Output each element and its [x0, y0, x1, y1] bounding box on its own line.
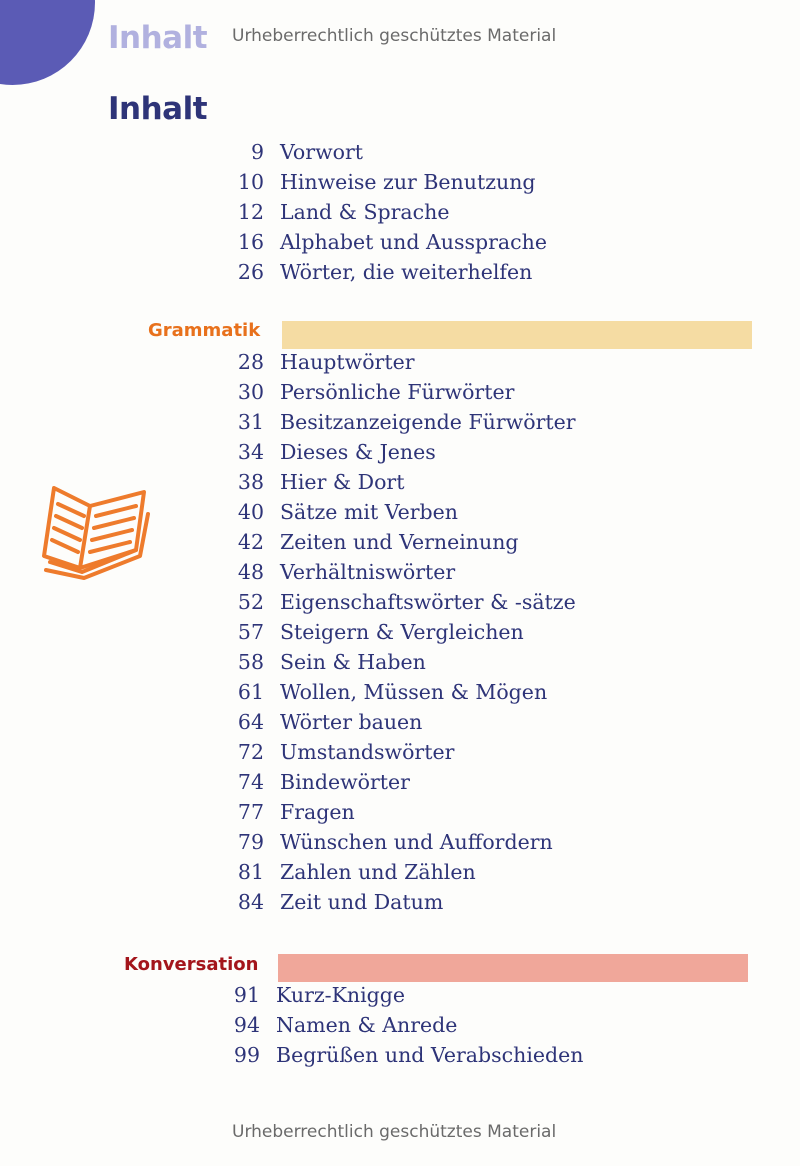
toc-page-number: 84 [237, 890, 264, 914]
toc-page-number: 74 [237, 770, 264, 794]
toc-entry-title: Wünschen und Auffordern [280, 830, 553, 854]
toc-entry-title: Wörter bauen [280, 710, 423, 734]
toc-entry[interactable] [212, 257, 547, 287]
toc-entry-title: Fragen [280, 800, 355, 824]
section-bar-grammatik [282, 321, 752, 349]
toc-entry-title: Steigern & Vergleichen [280, 620, 524, 644]
toc-entry-title: Zeit und Datum [280, 890, 444, 914]
toc-konversation-list [208, 980, 583, 1070]
toc-entry[interactable] [212, 617, 576, 647]
toc-entry[interactable] [212, 887, 576, 917]
toc-entry[interactable] [212, 647, 576, 677]
toc-entry-title: Wollen, Müssen & Mögen [280, 680, 548, 704]
toc-page-number: 52 [237, 590, 264, 614]
toc-entry-title: Hinweise zur Benutzung [280, 170, 536, 194]
toc-entry-title: Eigenschaftswörter & -sätze [280, 590, 576, 614]
toc-page-number: 77 [237, 800, 264, 824]
toc-entry-title: Verhältniswörter [280, 560, 456, 584]
toc-entry-title: Persönliche Fürwörter [280, 380, 515, 404]
toc-entry[interactable] [212, 527, 576, 557]
toc-entry-title: Dieses & Jenes [280, 440, 436, 464]
toc-entry[interactable] [212, 137, 547, 167]
toc-page-number: 61 [237, 680, 264, 704]
toc-entry[interactable] [212, 797, 576, 827]
toc-entry-title: Hauptwörter [280, 350, 415, 374]
toc-entry-title: Vorwort [280, 140, 363, 164]
toc-page-number: 64 [237, 710, 264, 734]
toc-page-number: 40 [237, 500, 264, 524]
toc-page-number: 42 [237, 530, 264, 554]
toc-page-number: 12 [237, 200, 264, 224]
toc-entry[interactable] [212, 437, 576, 467]
toc-entry-title: Zeiten und Verneinung [280, 530, 519, 554]
toc-entry-title: Alphabet und Aussprache [280, 230, 547, 254]
toc-page-number: 48 [237, 560, 264, 584]
section-label-grammatik: Grammatik [148, 320, 261, 341]
toc-page-number: 16 [237, 230, 264, 254]
toc-entry[interactable] [212, 497, 576, 527]
running-header-title: Inhalt [108, 20, 208, 56]
toc-entry-title: Sätze mit Verben [280, 500, 459, 524]
toc-grammatik-list [212, 347, 576, 917]
toc-page-number: 31 [237, 410, 264, 434]
toc-intro-list [212, 137, 547, 287]
toc-page-number: 99 [233, 1043, 260, 1067]
toc-page-number: 38 [237, 470, 264, 494]
toc-entry[interactable] [212, 557, 576, 587]
toc-entry-title: Hier & Dort [280, 470, 405, 494]
page-title: Inhalt [108, 91, 208, 127]
toc-page-number: 81 [237, 860, 264, 884]
open-book-icon [40, 478, 155, 583]
toc-entry-title: Sein & Haben [280, 650, 426, 674]
toc-entry[interactable] [212, 407, 576, 437]
toc-entry[interactable] [212, 827, 576, 857]
toc-page-number: 58 [237, 650, 264, 674]
toc-entry[interactable] [208, 1010, 583, 1040]
toc-entry-title: Land & Sprache [280, 200, 450, 224]
toc-entry-title: Zahlen und Zählen [280, 860, 476, 884]
toc-entry[interactable] [212, 707, 576, 737]
toc-entry[interactable] [212, 227, 547, 257]
toc-page-number: 94 [233, 1013, 260, 1037]
toc-entry[interactable] [212, 587, 576, 617]
toc-entry[interactable] [208, 1040, 583, 1070]
toc-entry[interactable] [212, 857, 576, 887]
section-label-konversation: Konversation [124, 954, 259, 975]
section-bar-konversation [278, 954, 748, 982]
toc-page-number: 9 [250, 140, 264, 164]
toc-page-number: 79 [237, 830, 264, 854]
toc-entry-title: Kurz-Knigge [276, 983, 406, 1007]
toc-entry[interactable] [212, 377, 576, 407]
toc-entry-title: Umstandswörter [280, 740, 455, 764]
toc-page-number: 10 [237, 170, 264, 194]
toc-page-number: 26 [237, 260, 264, 284]
toc-entry-title: Wörter, die weiterhelfen [280, 260, 533, 284]
watermark-bottom: Urheberrechtlich geschütztes Material [232, 1122, 557, 1142]
toc-entry-title: Begrüßen und Verabschieden [276, 1043, 584, 1067]
toc-page-number: 91 [233, 983, 260, 1007]
corner-decoration [0, 0, 95, 85]
toc-page-number: 34 [237, 440, 264, 464]
toc-entry[interactable] [212, 467, 576, 497]
toc-page-number: 57 [237, 620, 264, 644]
watermark-top: Urheberrechtlich geschütztes Material [232, 26, 557, 46]
toc-entry-title: Besitzanzeigende Fürwörter [280, 410, 576, 434]
toc-entry[interactable] [212, 167, 547, 197]
toc-entry[interactable] [212, 197, 547, 227]
toc-page-number: 30 [237, 380, 264, 404]
toc-entry[interactable] [208, 980, 583, 1010]
toc-entry[interactable] [212, 737, 576, 767]
toc-page-number: 28 [237, 350, 264, 374]
toc-entry-title: Namen & Anrede [276, 1013, 458, 1037]
toc-page-number: 72 [237, 740, 264, 764]
toc-entry[interactable] [212, 347, 576, 377]
toc-entry-title: Bindewörter [280, 770, 410, 794]
toc-entry[interactable] [212, 767, 576, 797]
toc-entry[interactable] [212, 677, 576, 707]
